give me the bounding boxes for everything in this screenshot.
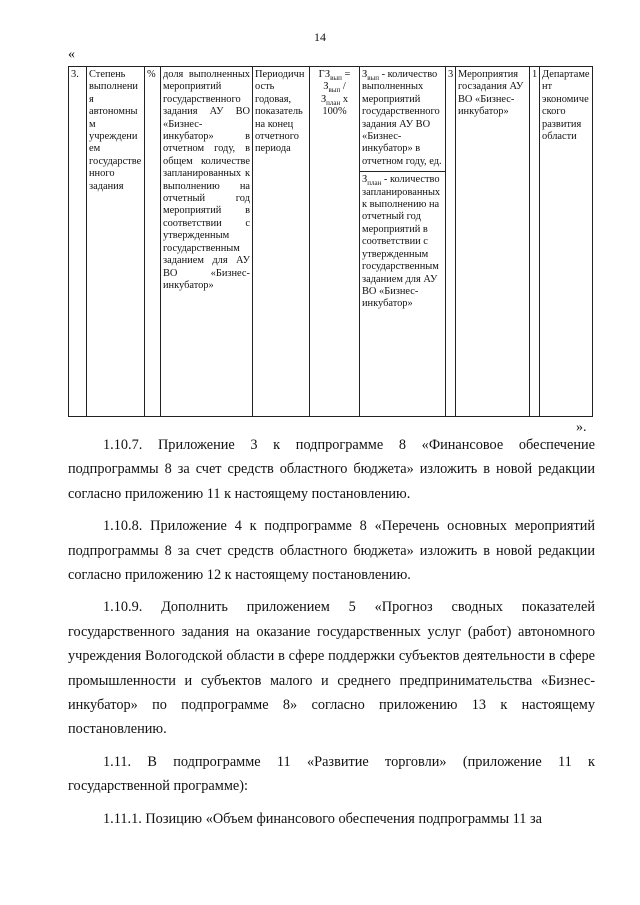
paragraph-1-10-8: 1.10.8. Приложение 4 к подпрограмме 8 «Перечень основных мероприятий подпрограммы 8 за счет средств областного бюджета» изложить в новой редакции согласно приложению 12 к настоящему постановлению. xyxy=(68,518,595,584)
paragraph-1-11-1: 1.11.1. Позицию «Объем финансового обеспечения подпрограммы 11 за xyxy=(103,810,543,827)
paragraph-1-10-7: 1.10.7. Приложение 3 к подпрограмме 8 «Финансовое обеспечение подпрограммы 8 за счет средств областного бюджета» изложить в новой редакции согласно приложению 11 к настоящему постановлению. xyxy=(68,437,595,502)
data-source: Мероприятия госзадания АУ ВО «Бизнес-инкубатор» xyxy=(456,67,530,417)
periodicity: Периодичность годовая, показатель на конец отчетного периода xyxy=(253,67,310,417)
table-row xyxy=(69,67,593,417)
responsible-body: Департамент экономического развития области xyxy=(540,67,593,417)
source-code: 3 xyxy=(446,67,456,417)
variable-planned: $З_{план}$ - количество запланированных к выполнению на отчетный год мероприятий в соответствии с утвержденным государственным заданием для АУ ВО «Бизнес-инкубатор» xyxy=(362,174,441,310)
calculation-formula: $ГЗ_{вып}$ = $З_{вып}$ / $З_{план}$ x 100% xyxy=(310,67,360,417)
row-number: 3. xyxy=(69,67,87,417)
opening-quote: « xyxy=(68,47,75,62)
indicator-definition: доля выполненных мероприятий государственного задания АУ ВО «Бизнес-инкубатор» в отчетном году, в общем количестве запланированных к выполнению на отчетный год мероприятий в соответствии с утвержденным государственным заданием для АУ ВО «Бизнес-инкубатор» xyxy=(161,67,253,417)
unit-of-measure: % xyxy=(145,67,161,417)
formula-variables xyxy=(360,67,446,417)
indicator-table xyxy=(68,66,593,417)
variable-executed: $З_{вып}$ - количество выполненных мероприятий государственного задания АУ ВО «Бизнес-инкубатор» в отчетном году, ед. xyxy=(360,67,445,172)
paragraph-1-10-9: 1.10.9. Дополнить приложением 5 «Прогноз сводных показателей государственного задания на оказание государственных услуг (работ) автономного учреждения Вологодской области в сфере поддержки субъектов деятельности в сфере промышленности и субъектов малого и среднего предпринимательства «Бизнес-инкубатор» по подпрограмме 8» согласно приложению 13 к настоящему постановлению. xyxy=(68,599,595,738)
page-number: 14 xyxy=(314,30,326,44)
body-text xyxy=(68,433,595,839)
paragraph-1-11: 1.11. В подпрограмме 11 «Развитие торговли» (приложение 11 к государственной программе): xyxy=(68,753,595,795)
indicator-name: Степень выполнения автономным учреждением государственного задания xyxy=(87,67,145,417)
closing-quote: ». xyxy=(576,420,587,435)
responsible-code: 1 xyxy=(530,67,540,417)
